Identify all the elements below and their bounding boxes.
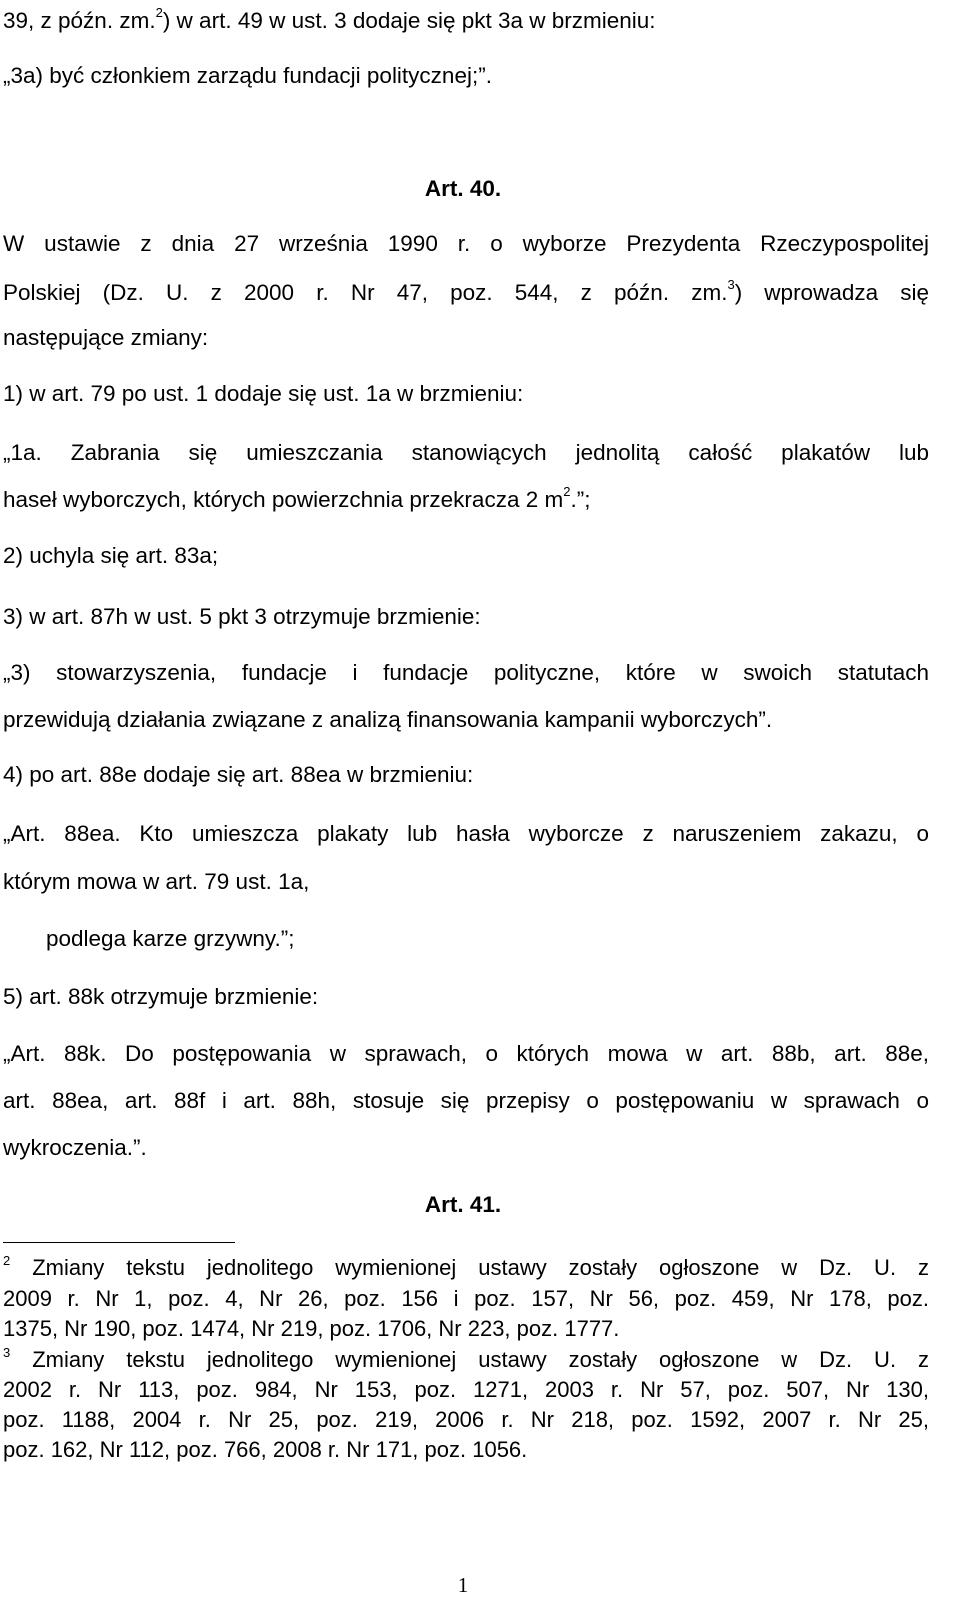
footnote-marker: 2: [3, 1252, 11, 1268]
footnote-ref: 2: [155, 4, 163, 20]
footnote-line: $^2$ Zmiany tekstu jednolitego wymienionej ustawy zostały ogłoszone w Dz. U. z: [3, 1252, 930, 1280]
text-line: następujące zmiany:: [3, 325, 209, 350]
text-line: 5) art. 88k otrzymuje brzmienie:: [3, 984, 319, 1009]
page-number: 1: [457, 1573, 469, 1597]
article-heading: Art. 40.: [424, 176, 502, 201]
text-line: 39, z późn. zm.$^2$) w art. 49 w ust. 3 dodaje się pkt 3a w brzmieniu:: [3, 4, 656, 33]
text-line: przewidują działania związane z analizą finansowania kampanii wyborczych”.: [3, 707, 773, 732]
text-line: „3) stowarzyszenia, fundacje i fundacje polityczne, które w swoich statutach: [3, 660, 929, 685]
text-line: „3a) być członkiem zarządu fundacji politycznej;”.: [3, 63, 492, 88]
footnote-line: poz. 1188, 2004 r. Nr 25, poz. 219, 2006 r. Nr 218, poz. 1592, 2007 r. Nr 25,: [3, 1407, 929, 1432]
article-heading: Art. 41.: [424, 1192, 502, 1217]
text-line: 1) w art. 79 po ust. 1 dodaje się ust. 1a w brzmieniu:: [3, 381, 524, 406]
text-line: art. 88ea, art. 88f i art. 88h, stosuje się przepisy o postępowaniu w sprawach o: [3, 1088, 929, 1113]
footnote-separator: [3, 1242, 235, 1243]
text-line: W ustawie z dnia 27 września 1990 r. o wyborze Prezydenta Rzeczypospolitej: [3, 231, 929, 256]
footnote-line: 2009 r. Nr 1, poz. 4, Nr 26, poz. 156 i poz. 157, Nr 56, poz. 459, Nr 178, poz.: [3, 1286, 929, 1311]
footnote-line: 2002 r. Nr 113, poz. 984, Nr 153, poz. 1271, 2003 r. Nr 57, poz. 507, Nr 130,: [3, 1377, 929, 1402]
text-line: 4) po art. 88e dodaje się art. 88ea w brzmieniu:: [3, 762, 474, 787]
text-line: haseł wyborczych, których powierzchnia przekracza 2 $m^2$.”;: [3, 483, 591, 512]
text-line: którym mowa w art. 79 ust. 1a,: [3, 869, 310, 894]
text-line: 3) w art. 87h w ust. 5 pkt 3 otrzymuje brzmienie:: [3, 604, 481, 629]
text-line: wykroczenia.”.: [3, 1135, 147, 1160]
text-line: „Art. 88ea. Kto umieszcza plakaty lub hasła wyborcze z naruszeniem zakazu, o: [3, 821, 929, 846]
text-line: „1a. Zabrania się umieszczania stanowiących jednolitą całość plakatów lub: [3, 440, 929, 465]
footnote-line: $^3$ Zmiany tekstu jednolitego wymienionej ustawy zostały ogłoszone w Dz. U. z: [3, 1344, 930, 1372]
text-line: 2) uchyla się art. 83a;: [3, 543, 219, 568]
footnote-line: 1375, Nr 190, poz. 1474, Nr 219, poz. 1706, Nr 223, poz. 1777.: [3, 1316, 620, 1341]
superscript: 2: [563, 483, 571, 499]
text-line: Polskiej (Dz. U. z 2000 r. Nr 47, poz. 544, z późn. zm.$^3$) wprowadza się: [3, 276, 929, 305]
footnote-marker: 3: [3, 1344, 11, 1360]
text-line: „Art. 88k. Do postępowania w sprawach, o których mowa w art. 88b, art. 88e,: [3, 1041, 929, 1066]
footnote-ref: 3: [727, 276, 735, 292]
text-line: podlega karze grzywny.”;: [46, 926, 295, 951]
footnote-line: poz. 162, Nr 112, poz. 766, 2008 r. Nr 171, poz. 1056.: [3, 1437, 528, 1462]
